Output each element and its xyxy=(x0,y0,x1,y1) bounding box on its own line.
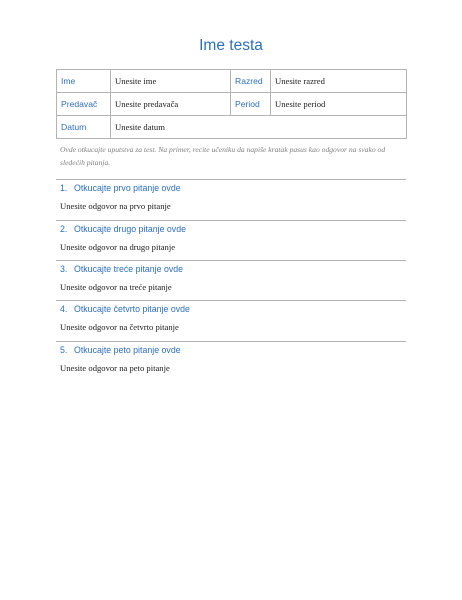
question-divider xyxy=(56,260,406,261)
question-text[interactable] xyxy=(56,345,406,355)
question-block xyxy=(56,341,406,373)
question-text[interactable] xyxy=(56,224,406,234)
date-label: Datum xyxy=(57,116,111,139)
date-field[interactable]: Unesite datum xyxy=(111,116,407,139)
class-label: Razred xyxy=(231,70,271,93)
question-divider xyxy=(56,300,406,301)
test-title[interactable]: Ime testa xyxy=(199,37,263,54)
info-row xyxy=(57,70,407,93)
question-label: Otkucajte treće pitanje ovde xyxy=(74,264,184,274)
question-block xyxy=(56,220,406,252)
question-block xyxy=(56,179,406,211)
question-block xyxy=(56,260,406,292)
question-text[interactable] xyxy=(56,304,406,314)
question-number: 1. xyxy=(60,183,68,193)
name-label: Ime xyxy=(57,70,111,93)
question-number: 3. xyxy=(60,264,68,274)
period-label: Period xyxy=(231,93,271,116)
class-field[interactable]: Unesite razred xyxy=(271,70,407,93)
period-field[interactable]: Unesite period xyxy=(271,93,407,116)
question-number: 4. xyxy=(60,304,68,314)
question-label: Otkucajte drugo pitanje ovde xyxy=(74,224,186,234)
teacher-field[interactable]: Unesite predavača xyxy=(111,93,231,116)
question-text[interactable] xyxy=(56,264,406,274)
name-field[interactable]: Unesite ime xyxy=(111,70,231,93)
answer-text[interactable]: Unesite odgovor na četvrto pitanje xyxy=(60,322,179,332)
answer-text[interactable]: Unesite odgovor na peto pitanje xyxy=(60,363,170,373)
question-label: Otkucajte peto pitanje ovde xyxy=(74,345,181,355)
question-label: Otkucajte prvo pitanje ovde xyxy=(74,183,181,193)
question-divider xyxy=(56,179,406,180)
question-label: Otkucajte četvrto pitanje ovde xyxy=(74,304,190,314)
info-row xyxy=(57,116,407,139)
question-text[interactable] xyxy=(56,183,406,193)
test-instructions[interactable]: Ovde otkucajte uputstva za test. Na primer, recite učeniku da napiše kratak pasus kao odgovor na svako od sledećih pitanja. xyxy=(60,145,386,167)
question-block xyxy=(56,300,406,332)
question-divider xyxy=(56,220,406,221)
teacher-label: Predavač xyxy=(57,93,111,116)
answer-text[interactable]: Unesite odgovor na drugo pitanje xyxy=(60,242,176,252)
info-row xyxy=(57,93,407,116)
question-number: 5. xyxy=(60,345,68,355)
question-divider xyxy=(56,341,406,342)
info-table xyxy=(56,69,407,139)
question-number: 2. xyxy=(60,224,68,234)
answer-text[interactable]: Unesite odgovor na treće pitanje xyxy=(60,282,172,292)
answer-text[interactable]: Unesite odgovor na prvo pitanje xyxy=(60,201,171,211)
